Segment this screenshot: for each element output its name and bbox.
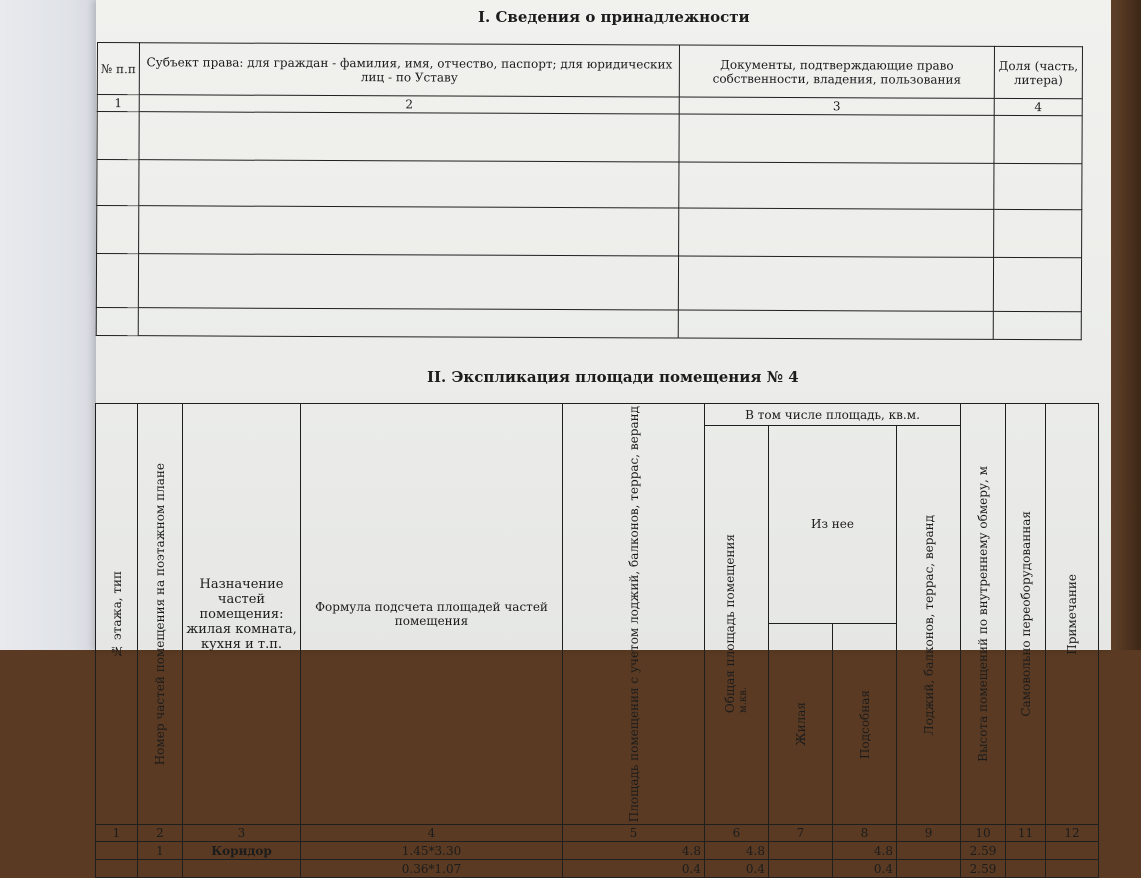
col-number: 7 <box>769 825 833 842</box>
table-row <box>96 842 1099 860</box>
header-of-which: Из нее <box>769 426 897 624</box>
col-number: 3 <box>183 825 301 842</box>
header-num: № п.п <box>97 43 139 95</box>
header-incl-group: В том числе площадь, кв.м. <box>705 404 961 426</box>
header-auxiliary <box>833 623 897 824</box>
col-number: 2 <box>138 825 183 842</box>
cell-aux: 4.8 <box>833 842 897 860</box>
cell-total: 4.8 <box>705 842 769 860</box>
header-floor <box>96 404 138 825</box>
header-unit-text: м.кв. <box>737 687 749 714</box>
cell-formula: 0.36*1.07 <box>301 860 563 878</box>
col-number: 12 <box>1046 825 1099 842</box>
cell-area: 0.4 <box>563 860 705 878</box>
cell-purpose: Коридор <box>183 842 301 860</box>
cell-aux: 0.4 <box>833 860 897 878</box>
header-part-num <box>138 404 183 825</box>
header-living-text: Жилая <box>793 702 808 746</box>
cell-note <box>1046 842 1099 860</box>
cell-num: 1 <box>138 842 183 860</box>
header-height-text: Высота помещений по внутреннему обмеру, м <box>976 466 991 763</box>
col-number: 1 <box>96 825 138 842</box>
table-row <box>96 307 1081 339</box>
cell-loggia <box>897 860 961 878</box>
table-row <box>97 206 1082 258</box>
col-number: 5 <box>563 825 705 842</box>
header-total-area-text: Общая площадь помещения <box>722 534 737 714</box>
header-part-num-text: Номер частей помещения на поэтажном плане <box>153 462 167 766</box>
col-number: 2 <box>139 95 679 114</box>
cell-purpose <box>183 860 301 878</box>
col-number: 8 <box>833 825 897 842</box>
header-docs: Документы, подтверждающие право собственности, владения, пользования <box>679 45 994 98</box>
table-row <box>97 160 1082 210</box>
ownership-table <box>96 42 1083 340</box>
cell-num <box>138 860 183 878</box>
cell-floor <box>96 860 138 878</box>
cell-note <box>1046 860 1099 878</box>
cell-self <box>1006 860 1046 878</box>
col-number: 3 <box>679 97 994 115</box>
header-subject: Субъект права: для граждан - фамилия, имя, отчество, паспорт; для юридических лиц - по Уставу <box>139 43 679 97</box>
header-auxiliary-text: Подсобная <box>857 689 872 759</box>
header-floor-text: № этажа, тип <box>109 570 124 658</box>
cell-living <box>769 860 833 878</box>
header-note <box>1046 404 1099 825</box>
header-loggias-text: Лоджий, балконов, террас, веранд <box>921 514 936 736</box>
col-number: 4 <box>301 825 563 842</box>
header-formula: Формула подсчета площадей частей помещения <box>301 404 563 825</box>
cell-total: 0.4 <box>705 860 769 878</box>
header-total-area <box>705 426 769 825</box>
header-purpose: Назначение частей помещения: жилая комната, кухня и т.п. <box>183 404 301 825</box>
cell-height: 2.59 <box>961 842 1006 860</box>
background-left-page <box>0 0 105 650</box>
table-row <box>96 860 1099 878</box>
section1-title: I. Сведения о принадлежности <box>478 8 750 26</box>
cell-floor <box>96 842 138 860</box>
header-living <box>769 623 833 824</box>
header-share: Доля (часть, литера) <box>994 46 1082 98</box>
explication-table <box>95 403 1099 878</box>
col-number: 4 <box>994 98 1082 115</box>
col-number: 9 <box>897 825 961 842</box>
cell-area: 4.8 <box>563 842 705 860</box>
col-number: 10 <box>961 825 1006 842</box>
table-row <box>97 112 1082 164</box>
header-loggias <box>897 426 961 825</box>
cell-height: 2.59 <box>961 860 1006 878</box>
header-note-text: Примечание <box>1065 573 1080 655</box>
cell-self <box>1006 842 1046 860</box>
header-self-rebuilt <box>1006 404 1046 825</box>
table-row <box>96 254 1081 312</box>
cell-formula: 1.45*3.30 <box>301 842 563 860</box>
col-number: 11 <box>1006 825 1046 842</box>
header-area-total <box>563 404 705 825</box>
col-number: 6 <box>705 825 769 842</box>
cell-living <box>769 842 833 860</box>
cell-loggia <box>897 842 961 860</box>
header-height <box>961 404 1006 825</box>
section2-title: II. Экспликация площади помещения № 4 <box>427 368 799 386</box>
col-number: 1 <box>97 95 139 112</box>
header-area-total-text: Площадь помещения с учетом лоджий, балконов, террас, веранд <box>626 406 641 823</box>
header-self-rebuilt-text: Самовольно переоборудованная <box>1018 511 1033 717</box>
